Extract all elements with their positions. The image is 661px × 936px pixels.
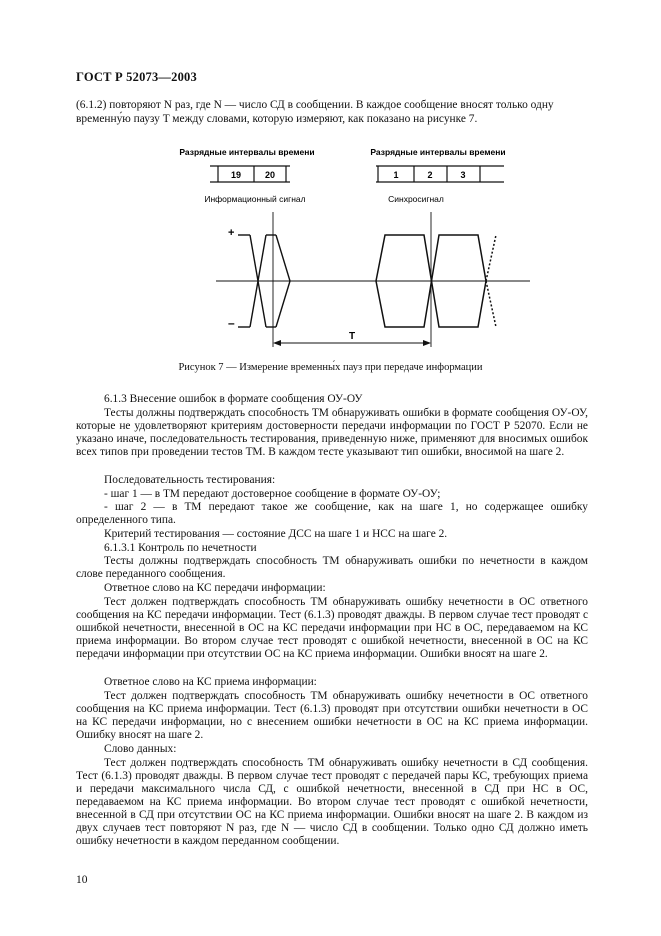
data-word-title: Слово данных: bbox=[104, 743, 177, 755]
page-header: ГОСТ Р 52073—2003 bbox=[76, 70, 197, 84]
left-intervals-title: Разрядные интервалы времени bbox=[179, 147, 315, 157]
section-6-1-3-1-paragraph: Тесты должны подтверждать способность ТМ обнаруживать ошибки по нечетности в каждом слове переданного сообщения. bbox=[76, 555, 588, 580]
section-6-1-3-paragraph: Тесты должны подтверждать способность ТМ обнаруживать ошибки в формате сообщения ОУ-ОУ, которые не удовлетворяют критериям достоверности передачи информации по ГОСТ Р 52070. Если не указано иначе, последовательность тестирования, приведенную ниже, применяют для вносимых ошибок всех типов при проведении тестов ТМ. В каждом тесте указывают тип ошибки, вносимой на шаге 2. bbox=[76, 407, 588, 458]
sync-signal-label: Синхросигнал bbox=[388, 194, 444, 204]
figure-7 bbox=[0, 0, 661, 360]
page-number: 10 bbox=[76, 874, 88, 886]
pause-arrow-head-left bbox=[273, 340, 281, 346]
minus-sign: – bbox=[228, 316, 235, 330]
left-cell-19: 19 bbox=[230, 170, 242, 180]
step-2: - шаг 2 — в ТМ передают такое же сообщение, как на шаге 1, но содержащее ошибку определенного типа. bbox=[76, 501, 588, 526]
criterion: Критерий тестирования — состояние ДСС на шаге 1 и НСС на шаге 2. bbox=[104, 528, 448, 540]
right-cell-1: 1 bbox=[393, 170, 399, 180]
pause-label: T bbox=[348, 331, 356, 342]
right-cell-3: 3 bbox=[460, 170, 466, 180]
figure-caption: Рисунок 7 — Измерение временны́х пауз при передаче информации bbox=[178, 362, 483, 373]
response-tx-text: Тест должен подтверждать способность ТМ обнаруживать ошибку нечетности в ОС ответного сообщения на КС передачи информации. Тест (6.1.3) проводят дважды. В первом случае тест проводят с ошибкой нечетности, внесенной в ОС на КС передачи информации при НС в ОС, передаваемом на КС приема информации. Во втором случае тест проводят с ошибкой нечетности, внесенной в ОС на КС передачи информации при отсутствии ОС на КС приема информации. Ошибки вносят на шаге 2. bbox=[76, 596, 588, 660]
intro-line-2: временну́ю паузу T между словами, которую измеряют, как показано на рисунке 7. bbox=[76, 113, 478, 125]
response-rx-text: Тест должен подтверждать способность ТМ обнаруживать ошибку нечетности в ОС ответного сообщения на КС приема информации. Тест (6.1.3) проводят при отсутствии ошибки нечетности в ОС на КС передачи информации, но с внесением ошибки нечетности в ОС на КС приема информации. Ошибку вносят на шаге 2. bbox=[76, 690, 588, 741]
response-tx-title: Ответное слово на КС передачи информации: bbox=[104, 582, 326, 594]
pause-arrow-head-right bbox=[423, 340, 431, 346]
plus-sign: + bbox=[228, 227, 235, 239]
left-cell-20: 20 bbox=[264, 170, 276, 180]
intro-line-1: (6.1.2) повторяют N раз, где N — число СД в сообщении. В каждое сообщение вносят только одну bbox=[76, 99, 554, 111]
right-intervals-title: Разрядные интервалы времени bbox=[370, 147, 506, 157]
left-interval-cells bbox=[210, 166, 290, 182]
data-word-text: Тест должен подтверждать способность ТМ обнаруживать ошибку нечетности в СД сообщения. Тест (6.1.3) проводят дважды. В первом случае тест проводят с передачей пары КС, требующих приема и передачи максимального числа СД, с ошибкой нечетности, внесенной в СД при НС в ОС, передаваемом на КС приема информации. Во втором случае тест проводят с ошибкой нечетности, внесенной в СД при отсутствии ОС на КС приема информации. Ошибки вносят на шаге 2. В каждом из двух случаев тест повторяют N раз, где N — число СД в сообщении. Только одно СД должно иметь ошибку нечетности в каждом переданном сообщении. bbox=[76, 757, 588, 847]
section-6-1-3-1-title: 6.1.3.1 Контроль по нечетности bbox=[104, 542, 257, 554]
sequence-title: Последовательность тестирования: bbox=[104, 474, 276, 486]
section-6-1-3-title: 6.1.3 Внесение ошибок в формате сообщения ОУ-ОУ bbox=[104, 393, 363, 405]
info-signal-label: Информационный сигнал bbox=[204, 194, 306, 204]
right-cell-2: 2 bbox=[427, 170, 433, 180]
step-1: - шаг 1 — в ТМ передают достоверное сообщение в формате ОУ-ОУ; bbox=[104, 488, 441, 500]
response-rx-title: Ответное слово на КС приема информации: bbox=[104, 676, 317, 688]
